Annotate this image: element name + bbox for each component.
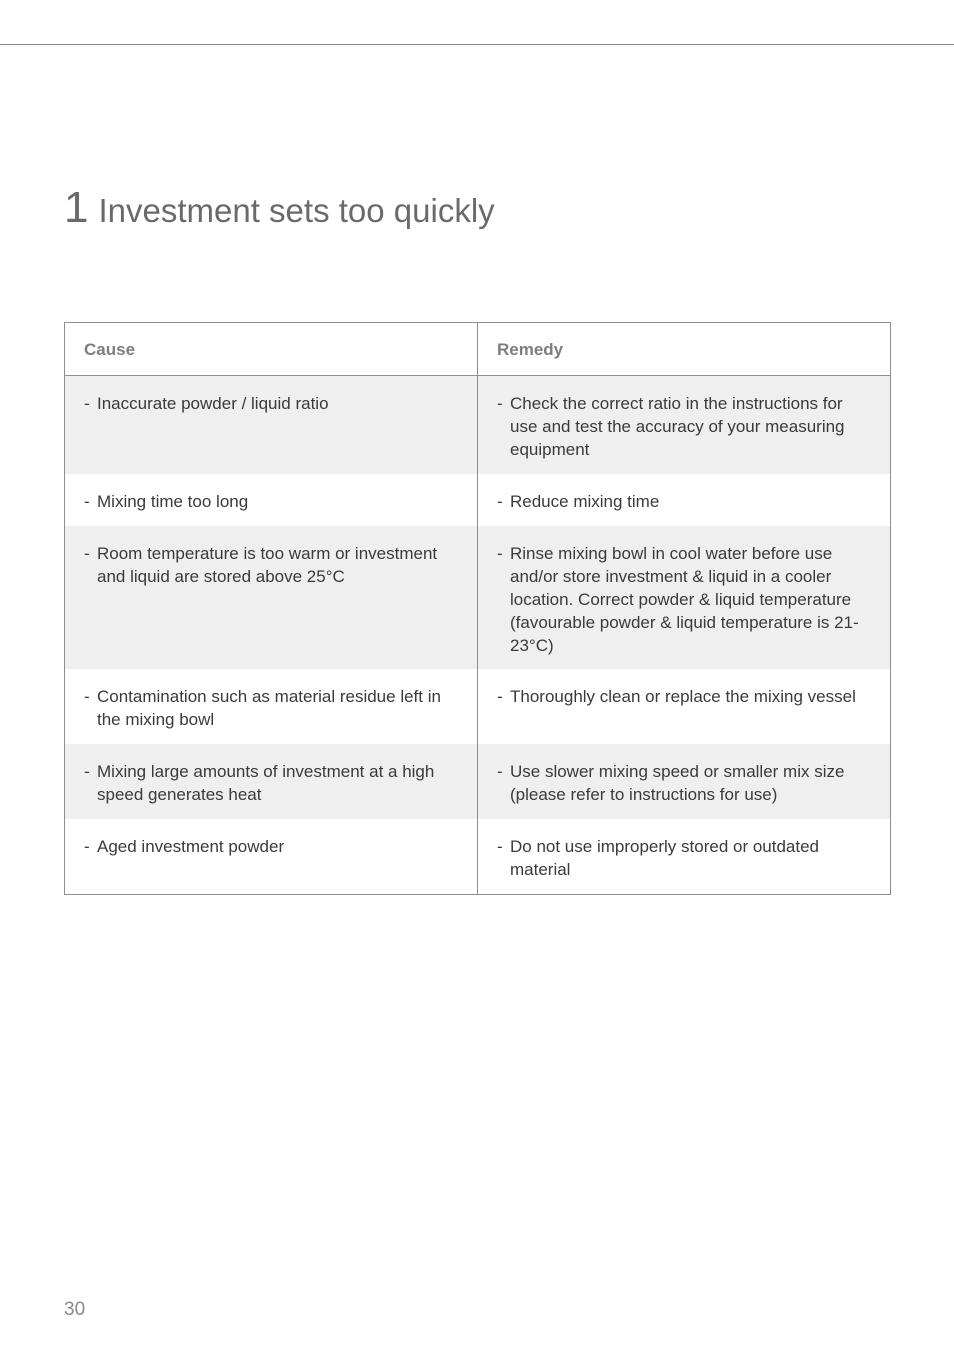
cause-cell	[65, 744, 478, 819]
cause-text: Mixing large amounts of investment at a high speed generates heat	[97, 762, 435, 804]
cause-text: Inaccurate powder / liquid ratio	[97, 394, 329, 413]
remedy-cell	[478, 376, 890, 474]
remedy-cell	[478, 744, 890, 819]
bullet-dash: -	[84, 394, 90, 413]
table-row	[65, 474, 890, 526]
bullet-dash: -	[84, 492, 90, 511]
bullet-dash: -	[497, 837, 503, 856]
table-row	[65, 669, 890, 744]
bullet-dash: -	[84, 544, 90, 563]
cause-cell	[65, 474, 478, 526]
cause-text: Room temperature is too warm or investment and liquid are stored above 25°C	[97, 544, 438, 586]
cause-cell	[65, 376, 478, 474]
remedy-cell	[478, 669, 890, 744]
section-number: 1	[64, 183, 89, 232]
cause-text: Contamination such as material residue left in the mixing bowl	[97, 687, 441, 729]
bullet-dash: -	[497, 687, 503, 706]
remedy-text: Rinse mixing bowl in cool water before use and/or store investment & liquid in a cooler location. Correct powder & liquid temperature (favourable powder & liquid temperature is 21-23°C)	[510, 544, 859, 655]
cause-cell	[65, 526, 478, 669]
table-header-row	[65, 323, 890, 376]
top-rule	[0, 44, 954, 45]
bullet-dash: -	[497, 762, 503, 781]
bullet-dash: -	[497, 492, 503, 511]
remedy-text: Do not use improperly stored or outdated material	[510, 837, 820, 879]
bullet-dash: -	[497, 544, 503, 563]
cause-text: Aged investment powder	[97, 837, 285, 856]
page-number: 30	[64, 1299, 86, 1320]
header-remedy: Remedy	[497, 340, 564, 359]
remedy-text: Thoroughly clean or replace the mixing vessel	[510, 687, 856, 706]
cause-cell	[65, 819, 478, 894]
bullet-dash: -	[84, 687, 90, 706]
table-row	[65, 819, 890, 894]
remedy-text: Check the correct ratio in the instructions for use and test the accuracy of your measuring equipment	[510, 394, 845, 459]
bullet-dash: -	[497, 394, 503, 413]
cause-text: Mixing time too long	[97, 492, 249, 511]
remedy-cell	[478, 526, 890, 669]
table-row	[65, 376, 890, 474]
remedy-cell	[478, 474, 890, 526]
remedy-text: Use slower mixing speed or smaller mix size (please refer to instructions for use)	[510, 762, 845, 804]
troubleshooting-table	[64, 322, 891, 895]
bullet-dash: -	[84, 762, 90, 781]
table-row	[65, 744, 890, 819]
remedy-text: Reduce mixing time	[510, 492, 660, 511]
table-row	[65, 526, 890, 669]
remedy-cell	[478, 819, 890, 894]
bullet-dash: -	[84, 837, 90, 856]
section-heading	[64, 183, 495, 232]
section-title: Investment sets too quickly	[98, 192, 495, 229]
header-cause: Cause	[65, 323, 478, 375]
cause-cell	[65, 669, 478, 744]
